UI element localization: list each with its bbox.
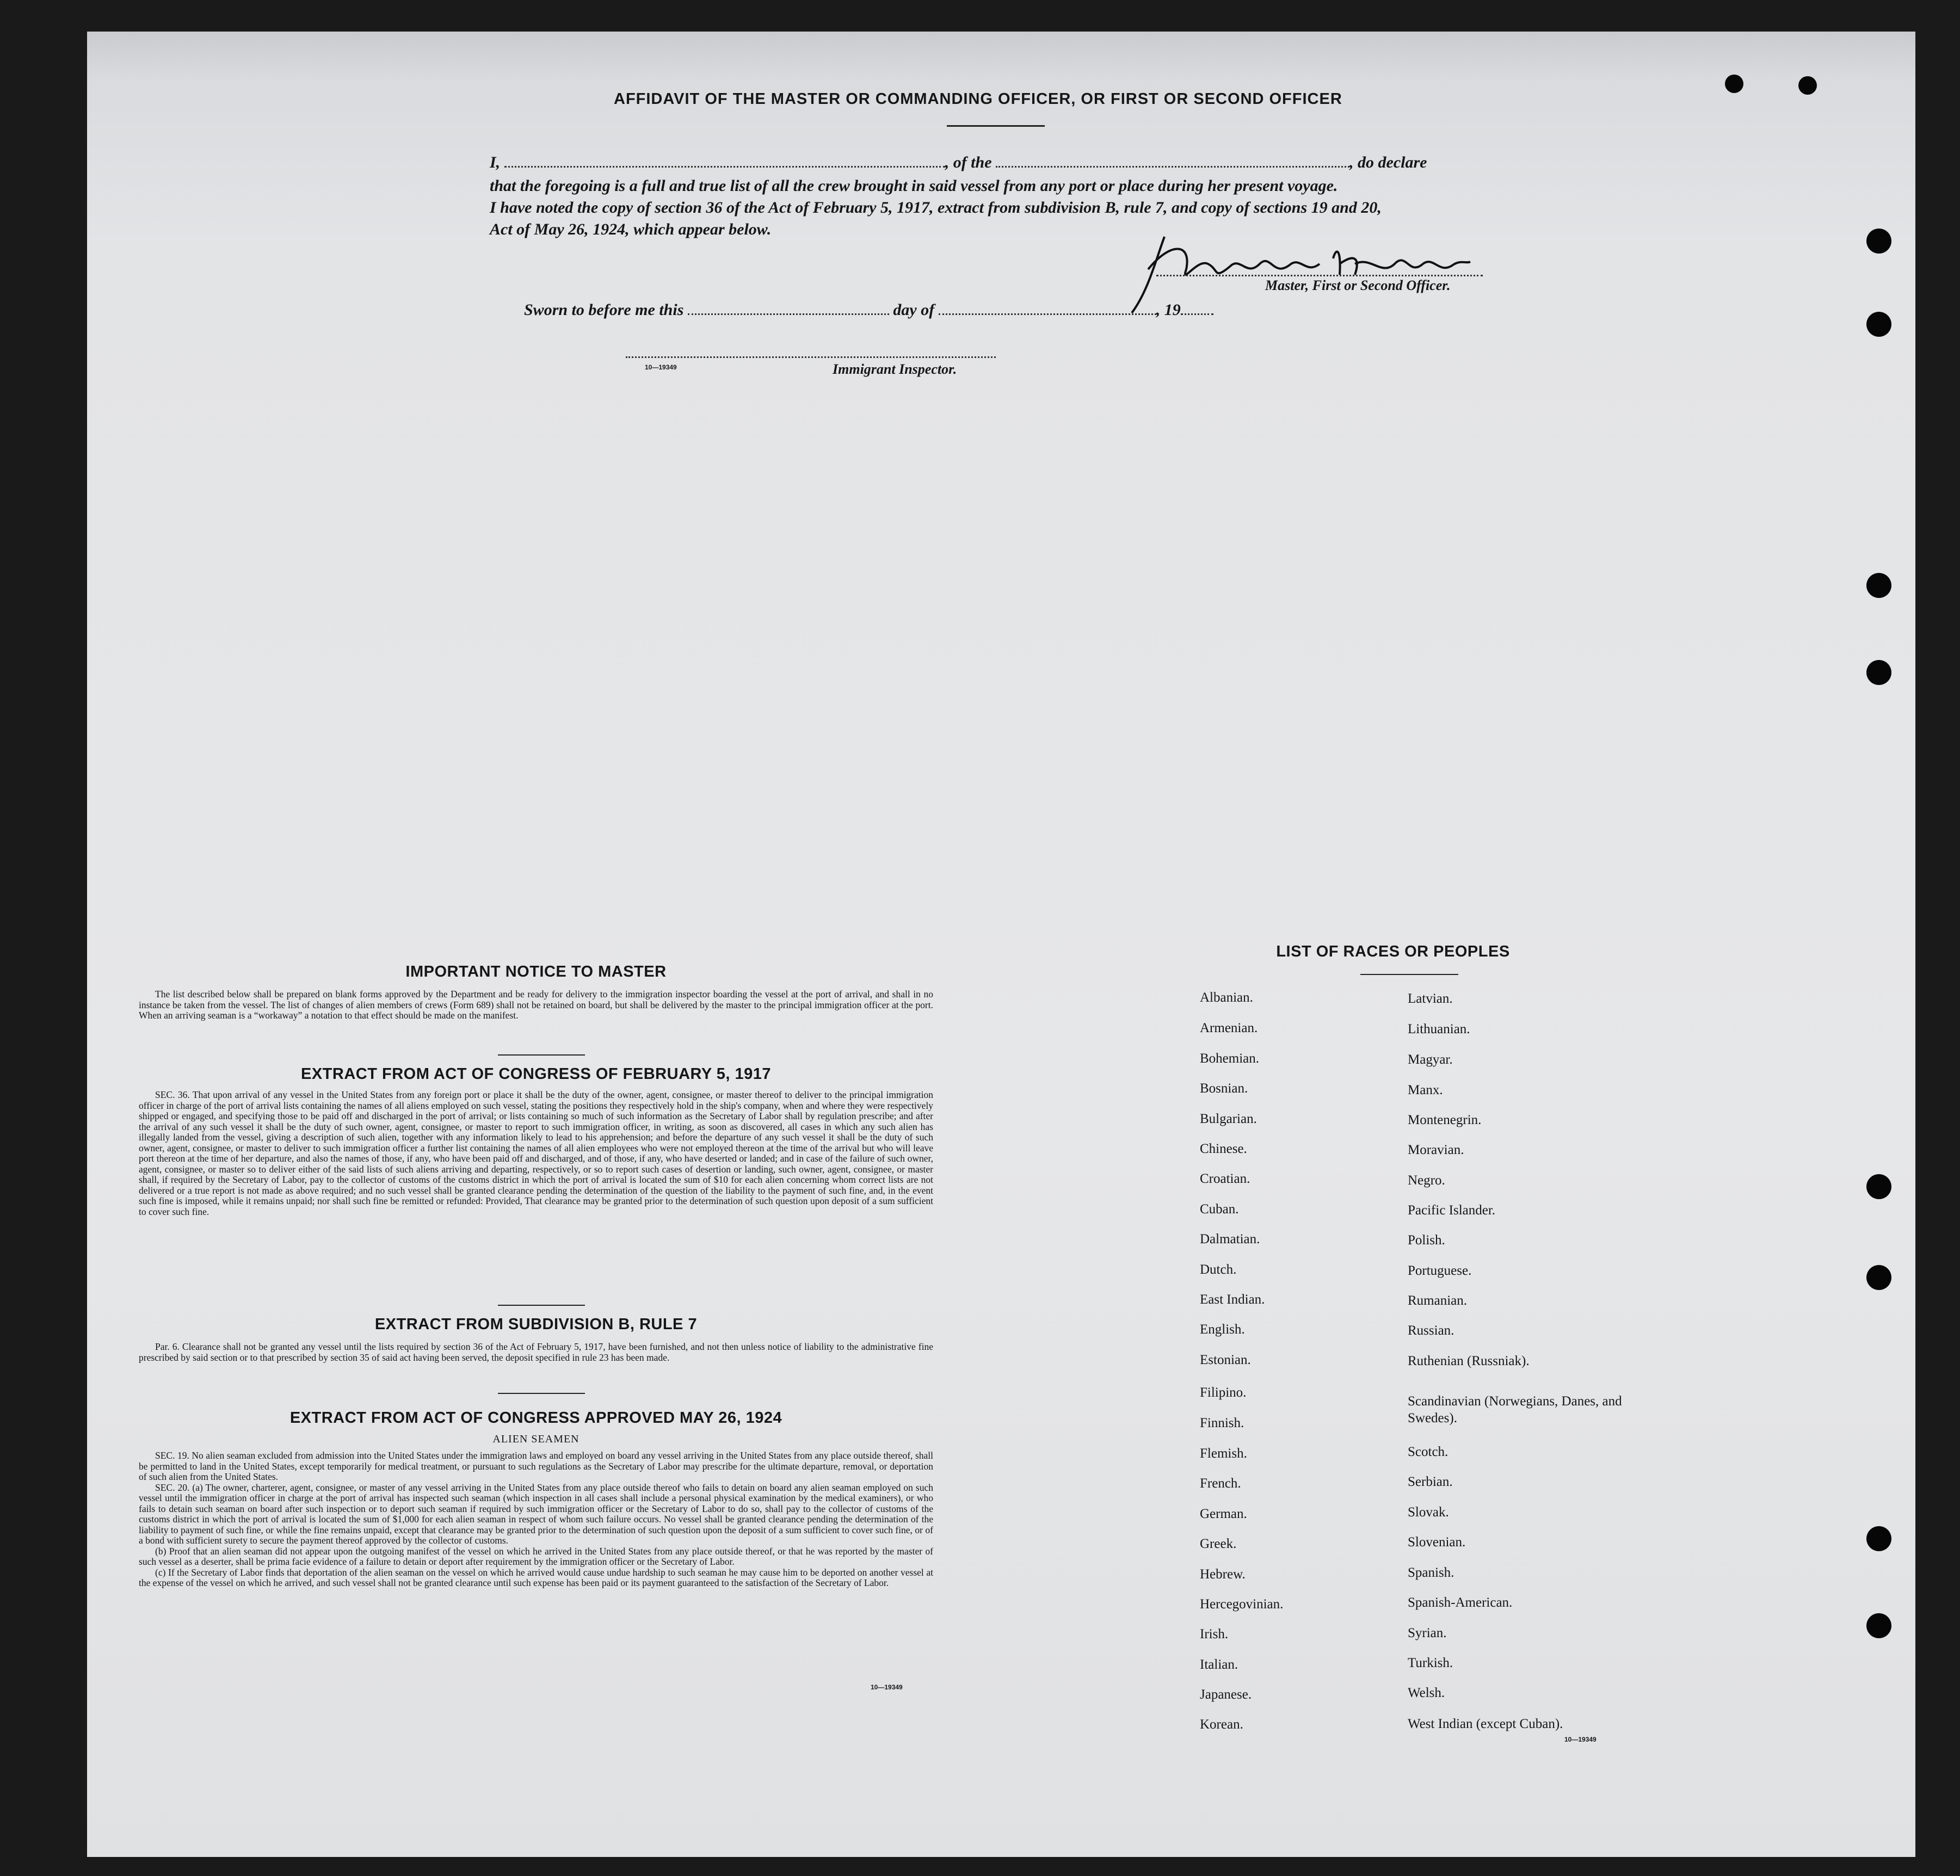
par-6-paragraph: Par. 6. Clearance shall not be granted any vessel until the lists required by section 36 of the Act of February 5, 1917, have been furnished, and not then unless notice of liability to the administrative fine prescribed by said section or to that prescribed by section 35 of said act having been served, the deposit specified in rule 23 has been made.: [139, 1341, 933, 1363]
race-item: Pacific Islander.: [1408, 1203, 1496, 1218]
extract-1924-text: [139, 1451, 933, 1589]
race-item: French.: [1200, 1476, 1241, 1491]
race-item: Rumanian.: [1408, 1293, 1468, 1308]
notice-divider: [498, 1054, 585, 1056]
race-item: Japanese.: [1200, 1687, 1252, 1702]
sec-20b-paragraph: (b) Proof that an alien seaman did not appear upon the outgoing manifest of the vessel on which he arrived in the United States from any place outside thereof, or that he was reported by the master of such vessel as a deserter, shall be prima facie evidence of a failure to detain or deport after requirement by the immigration officer or the Secretary of Labor.: [139, 1545, 933, 1567]
sworn-line: [524, 301, 1213, 319]
race-item: Ruthenian (Russniak).: [1408, 1354, 1530, 1368]
race-item: Scandinavian (Norwegians, Danes, and Swedes).: [1408, 1394, 1622, 1425]
race-item: Flemish.: [1200, 1446, 1247, 1461]
extract-1917-divider: [498, 1305, 585, 1306]
punch-hole: [1866, 312, 1891, 337]
race-item: Slovenian.: [1408, 1535, 1466, 1550]
affidavit-line-4: Act of May 26, 1924, which appear below.: [490, 220, 772, 238]
race-item: Polish.: [1408, 1233, 1445, 1248]
sec-20a-paragraph: SEC. 20. (a) The owner, charterer, agent, consignee, or master of any vessel arriving in the United States from any place outside thereof who fails to detain on board any alien seaman employed on such vessel until the immigration officer in charge at the port of arrival has inspected such seaman (which inspection in all cases shall include a personal physical examination by the medical examiners), or who fails to detain such seaman on board after such inspection or to deport such seaman if required by such immigration officer or the Secretary of Labor to do so, shall pay to the collector of customs of the customs district in which the port of arrival is located the sum of $1,000 for each alien seaman in respect of whom such failure occurs. No vessel shall be granted clearance pending the determination of the liability to payment of such fine, or while the fine remains unpaid, except that clearance may be granted prior to the determination of such question upon the deposit of a sum sufficient to cover such fine, or of a bond with sufficient surety to secure the payment thereof approved by the collector of customs.: [139, 1482, 933, 1546]
race-item: Manx.: [1408, 1083, 1443, 1097]
race-item: Finnish.: [1200, 1416, 1244, 1430]
extract-1917-title: EXTRACT FROM ACT OF CONGRESS OF FEBRUARY 5, 1917: [300, 1065, 772, 1083]
race-item: East Indian.: [1200, 1292, 1265, 1307]
race-item: Slovak.: [1408, 1505, 1449, 1520]
sec-19-paragraph: SEC. 19. No alien seaman excluded from admission into the United States under the immigration laws and employed on board any vessel arriving in the United States from any place outside thereof, shall be permitted to land in the United States, except temporarily for medical treatment, or pursuant to such regulations as the Secretary of Labor may prescribe for the ultimate departure, removal, or deportation of such alien from the United States.: [139, 1450, 933, 1482]
affidavit-title: AFFIDAVIT OF THE MASTER OR COMMANDING OFFICER, OR FIRST OR SECOND OFFICER: [614, 90, 1342, 108]
race-item: Cuban.: [1200, 1202, 1239, 1217]
punch-hole: [1725, 75, 1743, 93]
punch-hole: [1866, 1265, 1891, 1290]
affidavit-line-1: [490, 153, 1427, 172]
race-item: Bosnian.: [1200, 1081, 1248, 1096]
sworn-day-blank: [688, 308, 889, 315]
race-item: Dutch.: [1200, 1262, 1237, 1277]
affidavit-declare: , do declare: [1349, 153, 1427, 171]
race-item: Hercegovinian.: [1200, 1597, 1284, 1612]
races-divider: [1360, 974, 1458, 975]
race-item: Syrian.: [1408, 1626, 1447, 1640]
extract-rule7-title: EXTRACT FROM SUBDIVISION B, RULE 7: [374, 1316, 698, 1333]
inspector-role: Immigrant Inspector.: [833, 361, 957, 377]
race-item: Estonian.: [1200, 1353, 1251, 1367]
punch-hole: [1798, 76, 1817, 95]
inspector-line: [626, 356, 996, 358]
race-item: German.: [1200, 1507, 1247, 1521]
sworn-prefix: Sworn to before me this: [524, 301, 684, 319]
extract-rule7-divider: [498, 1393, 585, 1394]
race-item: Filipino.: [1200, 1385, 1247, 1400]
form-number-top: 10—19349: [645, 363, 677, 371]
sworn-year-blank: [1181, 308, 1213, 315]
race-item: Armenian.: [1200, 1021, 1258, 1035]
name-blank: [504, 161, 945, 168]
sworn-day-of: day of: [893, 301, 935, 319]
title-divider: [947, 125, 1045, 127]
alien-seamen-subtitle: ALIEN SEAMEN: [492, 1433, 580, 1445]
race-item: Hebrew.: [1200, 1567, 1246, 1582]
race-item: Scotch.: [1408, 1445, 1449, 1459]
race-item: Spanish-American.: [1408, 1595, 1513, 1610]
sec-36-paragraph: SEC. 36. That upon arrival of any vessel in the United States from any foreign port or place it shall be the duty of the owner, agent, consignee, or master thereof to deliver to the principal immigration officer in charge of the port of arrival lists containing the names of all aliens employed on such vessel, stating the positions they respectively hold in the ship's company, when and where they were respectively shipped or engaged, and specifying those to be paid off and discharged in the port of arrival; or lists containing so much of such information as the Secretary of Labor shall by regulation prescribe; and after the arrival of any such vessel it shall be the duty of such owner, agent, consignee, or master to report to such immigration officer, in writing, as soon as discovered, all cases in which any such alien has illegally landed from the vessel, giving a description of such alien, together with any information likely to lead to his apprehension; and before the departure of any such vessel it shall be the duty of such owner, agent, consignee, or master to deliver to such immigration officer a further list containing the names of all alien employees who were not employed thereon at the time of the arrival but who will leave port thereon at the time of her departure, and also the names of those, if any, who have been paid off and discharged, and of those, if any, who have deserted or landed; and in case of the failure of such owner, agent, consignee, or master so to deliver either of the said lists of such aliens arriving and departing, respectively, or so to report such cases of desertion or landing, such owner, agent, consignee, or master shall, if required by the Secretary of Labor, pay to the collector of customs of the customs district in which the port of arrival is located the sum of $10 for each alien concerning whom correct lists are not delivered or a true report is not made as above required; and no such vessel shall be granted clearance pending the determination of the question of the liability to the payment of such fine, and, in the event such fine is imposed, while it remains unpaid; nor shall such fine be remitted or refunded: Provided, That clearance may be granted prior to the determination of such question upon deposit of a sum sufficient to cover such fine.: [139, 1089, 933, 1217]
sworn-month-blank: [939, 308, 1156, 315]
race-item: Welsh.: [1408, 1686, 1445, 1700]
extract-1917-text: [139, 1090, 933, 1217]
race-item: Spanish.: [1408, 1565, 1454, 1580]
punch-hole: [1866, 660, 1891, 685]
affidavit-line-3: I have noted the copy of section 36 of the Act of February 5, 1917, extract from subdivision B, rule 7, and copy of sections 19 and 20,: [490, 199, 1382, 217]
race-item: Montenegrin.: [1408, 1113, 1482, 1127]
punch-hole: [1866, 573, 1891, 598]
race-item: Portuguese.: [1408, 1263, 1472, 1278]
punch-hole: [1866, 1526, 1891, 1551]
affidavit-of-the: , of the: [945, 153, 992, 171]
race-item: Bulgarian.: [1200, 1112, 1257, 1126]
race-item: Croatian.: [1200, 1171, 1250, 1186]
race-item: Greek.: [1200, 1536, 1237, 1551]
punch-hole: [1866, 229, 1891, 254]
race-item: Serbian.: [1408, 1474, 1453, 1489]
form-number-bottom-right: 10—19349: [1564, 1736, 1597, 1743]
extract-rule7-text: [139, 1342, 933, 1363]
punch-hole: [1866, 1613, 1891, 1638]
race-item: Bohemian.: [1200, 1051, 1260, 1066]
race-item: Italian.: [1200, 1657, 1238, 1672]
race-item: Dalmatian.: [1200, 1232, 1260, 1246]
notice-title: IMPORTANT NOTICE TO MASTER: [405, 963, 667, 980]
extract-1924-title: EXTRACT FROM ACT OF CONGRESS APPROVED MAY 26, 1924: [289, 1409, 782, 1427]
notice-paragraph: The list described below shall be prepared on blank forms approved by the Department and be ready for delivery to the immigration inspector boarding the vessel at the port of arrival, and shall in no instance be taken from the vessel. The list of changes of alien members of crews (Form 689) shall not be retained on board, but shall be delivered by the master to the principal immigration officer at the port. When an arriving seaman is a “workaway” a notation to that effect should be made on the manifest.: [139, 989, 933, 1021]
affidavit-i: I,: [490, 153, 501, 171]
race-item: Albanian.: [1200, 990, 1253, 1005]
signer-role: Master, First or Second Officer.: [1265, 277, 1451, 293]
race-item: Korean.: [1200, 1717, 1243, 1732]
race-item: Lithuanian.: [1408, 1022, 1470, 1036]
race-item: Turkish.: [1408, 1656, 1453, 1670]
race-item: Russian.: [1408, 1323, 1454, 1338]
race-item: Latvian.: [1408, 991, 1453, 1006]
race-item: West Indian (except Cuban).: [1408, 1717, 1563, 1731]
notice-text: [139, 989, 933, 1021]
sworn-year: , 19: [1156, 301, 1181, 319]
race-item: Irish.: [1200, 1627, 1229, 1642]
sec-20c-paragraph: (c) If the Secretary of Labor finds that deportation of the alien seaman on the vessel on which he arrived would cause undue hardship to such seaman he may cause him to be deported on another vessel at the expense of the vessel on which he arrived, and such vessel shall not be granted clearance until such expense has been paid or its payment guaranteed to the satisfaction of the Secretary of Labor.: [139, 1566, 933, 1588]
race-item: Negro.: [1408, 1173, 1445, 1188]
race-item: Magyar.: [1408, 1052, 1453, 1067]
vessel-blank: [996, 161, 1349, 168]
race-item: Moravian.: [1408, 1143, 1464, 1157]
punch-hole: [1866, 1174, 1891, 1199]
signature-line: [1156, 275, 1483, 276]
affidavit-line-2: that the foregoing is a full and true list of all the crew brought in said vessel from any port or place during her present voyage.: [490, 177, 1338, 195]
form-number-bottom-left: 10—19349: [871, 1683, 903, 1691]
races-title: LIST OF RACES OR PEOPLES: [1276, 943, 1510, 960]
race-item: Chinese.: [1200, 1141, 1247, 1156]
race-item: English.: [1200, 1322, 1245, 1337]
